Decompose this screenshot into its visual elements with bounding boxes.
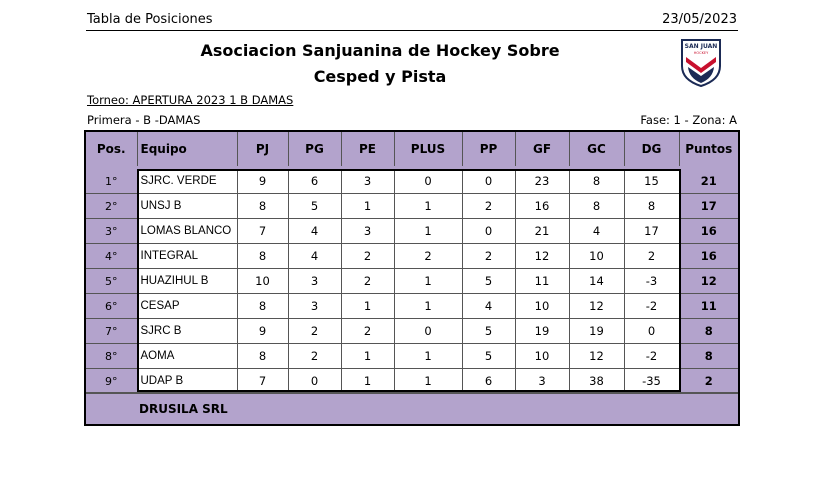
table-row xyxy=(86,344,738,369)
pe-cell: 2 xyxy=(341,244,394,269)
gc-cell: 10 xyxy=(569,244,624,269)
team-cell: HUAZIHUL B xyxy=(137,269,237,294)
team-cell: UDAP B xyxy=(137,369,237,394)
pj-cell: 7 xyxy=(237,369,288,394)
points-cell: 8 xyxy=(679,319,738,344)
organization-name-line1: Asociacion Sanjuanina de Hockey Sobre xyxy=(200,41,560,60)
plus-cell: 0 xyxy=(394,319,462,344)
pj-cell: 8 xyxy=(237,344,288,369)
pg-cell: 4 xyxy=(288,219,341,244)
pe-cell: 2 xyxy=(341,319,394,344)
standings-body xyxy=(86,169,738,394)
team-cell: CESAP xyxy=(137,294,237,319)
dg-cell: -2 xyxy=(624,294,679,319)
gf-cell: 11 xyxy=(515,269,569,294)
pe-cell: 1 xyxy=(341,194,394,219)
points-cell: 17 xyxy=(679,194,738,219)
pp-cell: 5 xyxy=(462,344,515,369)
column-header-dg: DG xyxy=(624,132,679,166)
header-divider xyxy=(86,30,738,31)
dg-cell: -3 xyxy=(624,269,679,294)
dg-cell: 17 xyxy=(624,219,679,244)
position-cell: 3° xyxy=(86,219,137,244)
plus-cell: 0 xyxy=(394,169,462,194)
gf-cell: 23 xyxy=(515,169,569,194)
plus-cell: 1 xyxy=(394,294,462,319)
document-date: 23/05/2023 xyxy=(662,12,737,27)
pj-cell: 9 xyxy=(237,169,288,194)
team-cell: SJRC B xyxy=(137,319,237,344)
position-cell: 5° xyxy=(86,269,137,294)
pg-cell: 4 xyxy=(288,244,341,269)
pp-cell: 0 xyxy=(462,169,515,194)
team-cell: LOMAS BLANCO xyxy=(137,219,237,244)
tournament-label: Torneo: APERTURA 2023 1 B DAMAS xyxy=(87,93,294,107)
column-header-gc: GC xyxy=(569,132,624,166)
table-row xyxy=(86,269,738,294)
column-header-plus: PLUS xyxy=(394,132,462,166)
position-cell: 7° xyxy=(86,319,137,344)
pe-cell: 2 xyxy=(341,269,394,294)
gc-cell: 12 xyxy=(569,294,624,319)
position-cell: 1° xyxy=(86,169,137,194)
document-title: Tabla de Posiciones xyxy=(87,12,213,27)
team-cell: AOMA xyxy=(137,344,237,369)
points-cell: 12 xyxy=(679,269,738,294)
gf-cell: 10 xyxy=(515,344,569,369)
position-cell: 4° xyxy=(86,244,137,269)
column-header-pos: Pos. xyxy=(86,132,137,166)
column-header-gf: GF xyxy=(515,132,569,166)
gf-cell: 12 xyxy=(515,244,569,269)
pj-cell: 8 xyxy=(237,294,288,319)
pe-cell: 1 xyxy=(341,369,394,394)
table-row xyxy=(86,194,738,219)
gc-cell: 14 xyxy=(569,269,624,294)
plus-cell: 1 xyxy=(394,219,462,244)
gc-cell: 8 xyxy=(569,194,624,219)
column-header-equipo: Equipo xyxy=(137,132,237,166)
plus-cell: 1 xyxy=(394,269,462,294)
sponsor-label: DRUSILA SRL xyxy=(139,402,228,416)
standings-table-container xyxy=(84,130,740,426)
pg-cell: 3 xyxy=(288,269,341,294)
pg-cell: 2 xyxy=(288,319,341,344)
gf-cell: 21 xyxy=(515,219,569,244)
column-header-pg: PG xyxy=(288,132,341,166)
pe-cell: 3 xyxy=(341,169,394,194)
table-row xyxy=(86,244,738,269)
pp-cell: 2 xyxy=(462,194,515,219)
pp-cell: 5 xyxy=(462,269,515,294)
points-cell: 21 xyxy=(679,169,738,194)
plus-cell: 2 xyxy=(394,244,462,269)
gc-cell: 38 xyxy=(569,369,624,394)
table-row xyxy=(86,369,738,394)
team-cell: INTEGRAL xyxy=(137,244,237,269)
standings-table xyxy=(86,132,738,394)
pp-cell: 0 xyxy=(462,219,515,244)
footer-divider xyxy=(86,392,738,393)
phase-zone-label: Fase: 1 - Zona: A xyxy=(640,113,737,127)
column-header-puntos: Puntos xyxy=(685,142,733,156)
pj-cell: 10 xyxy=(237,269,288,294)
position-cell: 9° xyxy=(86,369,137,394)
pj-cell: 7 xyxy=(237,219,288,244)
plus-cell: 1 xyxy=(394,344,462,369)
dg-cell: 8 xyxy=(624,194,679,219)
association-logo xyxy=(680,38,722,88)
table-header-row xyxy=(86,132,738,166)
table-row xyxy=(86,219,738,244)
position-cell: 2° xyxy=(86,194,137,219)
pj-cell: 9 xyxy=(237,319,288,344)
gc-cell: 8 xyxy=(569,169,624,194)
column-header-pp: PP xyxy=(462,132,515,166)
points-cell: 2 xyxy=(679,369,738,394)
table-row xyxy=(86,319,738,344)
team-cell: SJRC. VERDE xyxy=(137,169,237,194)
dg-cell: 0 xyxy=(624,319,679,344)
pp-cell: 5 xyxy=(462,319,515,344)
position-cell: 8° xyxy=(86,344,137,369)
plus-cell: 1 xyxy=(394,369,462,394)
pp-cell: 6 xyxy=(462,369,515,394)
plus-cell: 1 xyxy=(394,194,462,219)
svg-text:SAN JUAN: SAN JUAN xyxy=(684,43,718,50)
dg-cell: 2 xyxy=(624,244,679,269)
pg-cell: 6 xyxy=(288,169,341,194)
pp-cell: 4 xyxy=(462,294,515,319)
points-cell: 16 xyxy=(679,219,738,244)
svg-text:HOCKEY: HOCKEY xyxy=(693,51,709,55)
pj-cell: 8 xyxy=(237,194,288,219)
dg-cell: -35 xyxy=(624,369,679,394)
gc-cell: 19 xyxy=(569,319,624,344)
pe-cell: 1 xyxy=(341,294,394,319)
shield-icon xyxy=(680,38,722,88)
dg-cell: -2 xyxy=(624,344,679,369)
pe-cell: 3 xyxy=(341,219,394,244)
team-cell: UNSJ B xyxy=(137,194,237,219)
table-row xyxy=(86,294,738,319)
organization-name-line2: Cesped y Pista xyxy=(313,67,447,86)
pe-cell: 1 xyxy=(341,344,394,369)
gf-cell: 3 xyxy=(515,369,569,394)
points-cell: 11 xyxy=(679,294,738,319)
points-cell: 16 xyxy=(679,244,738,269)
gc-cell: 4 xyxy=(569,219,624,244)
pj-cell: 8 xyxy=(237,244,288,269)
points-cell: 8 xyxy=(679,344,738,369)
column-header-pe: PE xyxy=(341,132,394,166)
pg-cell: 3 xyxy=(288,294,341,319)
gf-cell: 10 xyxy=(515,294,569,319)
column-header-pj: PJ xyxy=(237,132,288,166)
gf-cell: 16 xyxy=(515,194,569,219)
position-cell: 6° xyxy=(86,294,137,319)
pg-cell: 5 xyxy=(288,194,341,219)
gc-cell: 12 xyxy=(569,344,624,369)
table-row xyxy=(86,169,738,194)
pg-cell: 2 xyxy=(288,344,341,369)
dg-cell: 15 xyxy=(624,169,679,194)
category-label: Primera - B -DAMAS xyxy=(87,113,201,127)
pg-cell: 0 xyxy=(288,369,341,394)
pp-cell: 2 xyxy=(462,244,515,269)
gf-cell: 19 xyxy=(515,319,569,344)
